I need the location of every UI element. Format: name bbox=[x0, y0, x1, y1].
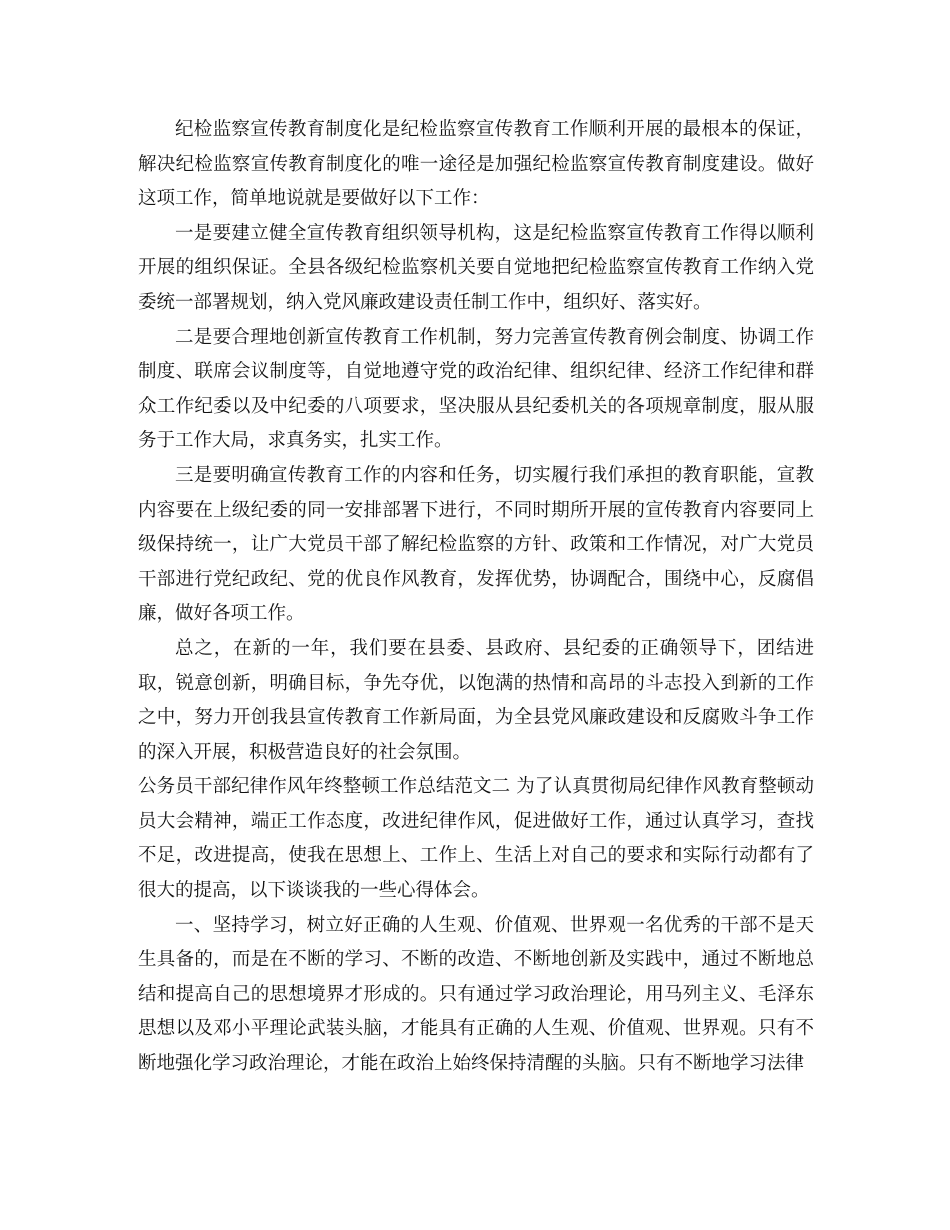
paragraph-1: 纪检监察宣传教育制度化是纪检监察宣传教育工作顺利开展的最根本的保证，解决纪检监察宣传教育制度化的唯一途径是加强纪检监察宣传教育制度建设。做好这项工作，简单地说就是要做好以下工作： bbox=[138, 119, 814, 210]
paragraph-4: 三是要明确宣传教育工作的内容和任务，切实履行我们承担的教育职能，宣教内容要在上级纪委的同一安排部署下进行，不同时期所开展的宣传教育内容要同上级保持统一，让广大党员干部了解纪检监察的方针、政策和工作情况，对广大党员干部进行党纪政纪、党的优良作风教育，发挥优势，协调配合，围绕中心，反腐倡廉，做好各项工作。 bbox=[138, 464, 814, 625]
paragraph-6-text: 为了认真贯彻局纪律作风教育整顿动员大会精神，端正工作态度，改进纪律作风，促进做好工作，通过认真学习，查找不足，改进提高，使我在思想上、工作上、生活上对自己的要求和实际行动都有了很大的提高，以下谈谈我的一些心得体会。 bbox=[138, 776, 814, 902]
section-heading: 公务员干部纪律作风年终整顿工作总结范文二 bbox=[138, 776, 511, 798]
paragraph-5: 总之，在新的一年，我们要在县委、县政府、县纪委的正确领导下，团结进取，锐意创新，明确目标，争先夺优，以饱满的热情和高昂的斗志投入到新的工作之中，努力开创我县宣传教育工作新局面，为全县党风廉政建设和反腐败斗争工作的深入开展，积极营造良好的社会氛围。 bbox=[138, 637, 814, 763]
paragraph-2: 一是要建立健全宣传教育组织领导机构，这是纪检监察宣传教育工作得以顺利开展的组织保证。全县各级纪检监察机关要自觉地把纪检监察宣传教育工作纳入党委统一部署规划，纳入党风廉政建设责任制工作中，组织好、落实好。 bbox=[138, 222, 814, 313]
document-page bbox=[138, 113, 814, 1082]
paragraph-6 bbox=[138, 770, 814, 908]
paragraph-7: 一、坚持学习，树立好正确的人生观、价值观、世界观一名优秀的干部不是天生具备的，而是在不断的学习、不断的改造、不断地创新及实践中，通过不断地总结和提高自己的思想境界才形成的。只有通过学习政治理论，用马列主义、毛泽东思想以及邓小平理论武装头脑，才能具有正确的人生观、价值观、世界观。只有不断地强化学习政治理论，才能在政治上始终保持清醒的头脑。只有不断地学习法律 bbox=[138, 914, 814, 1075]
paragraph-3: 二是要合理地创新宣传教育工作机制，努力完善宣传教育例会制度、协调工作制度、联席会议制度等，自觉地遵守党的政治纪律、组织纪律、经济工作纪律和群众工作纪委以及中纪委的八项要求，坚决服从县纪委机关的各项规章制度，服从服务于工作大局，求真务实，扎实工作。 bbox=[138, 326, 814, 452]
